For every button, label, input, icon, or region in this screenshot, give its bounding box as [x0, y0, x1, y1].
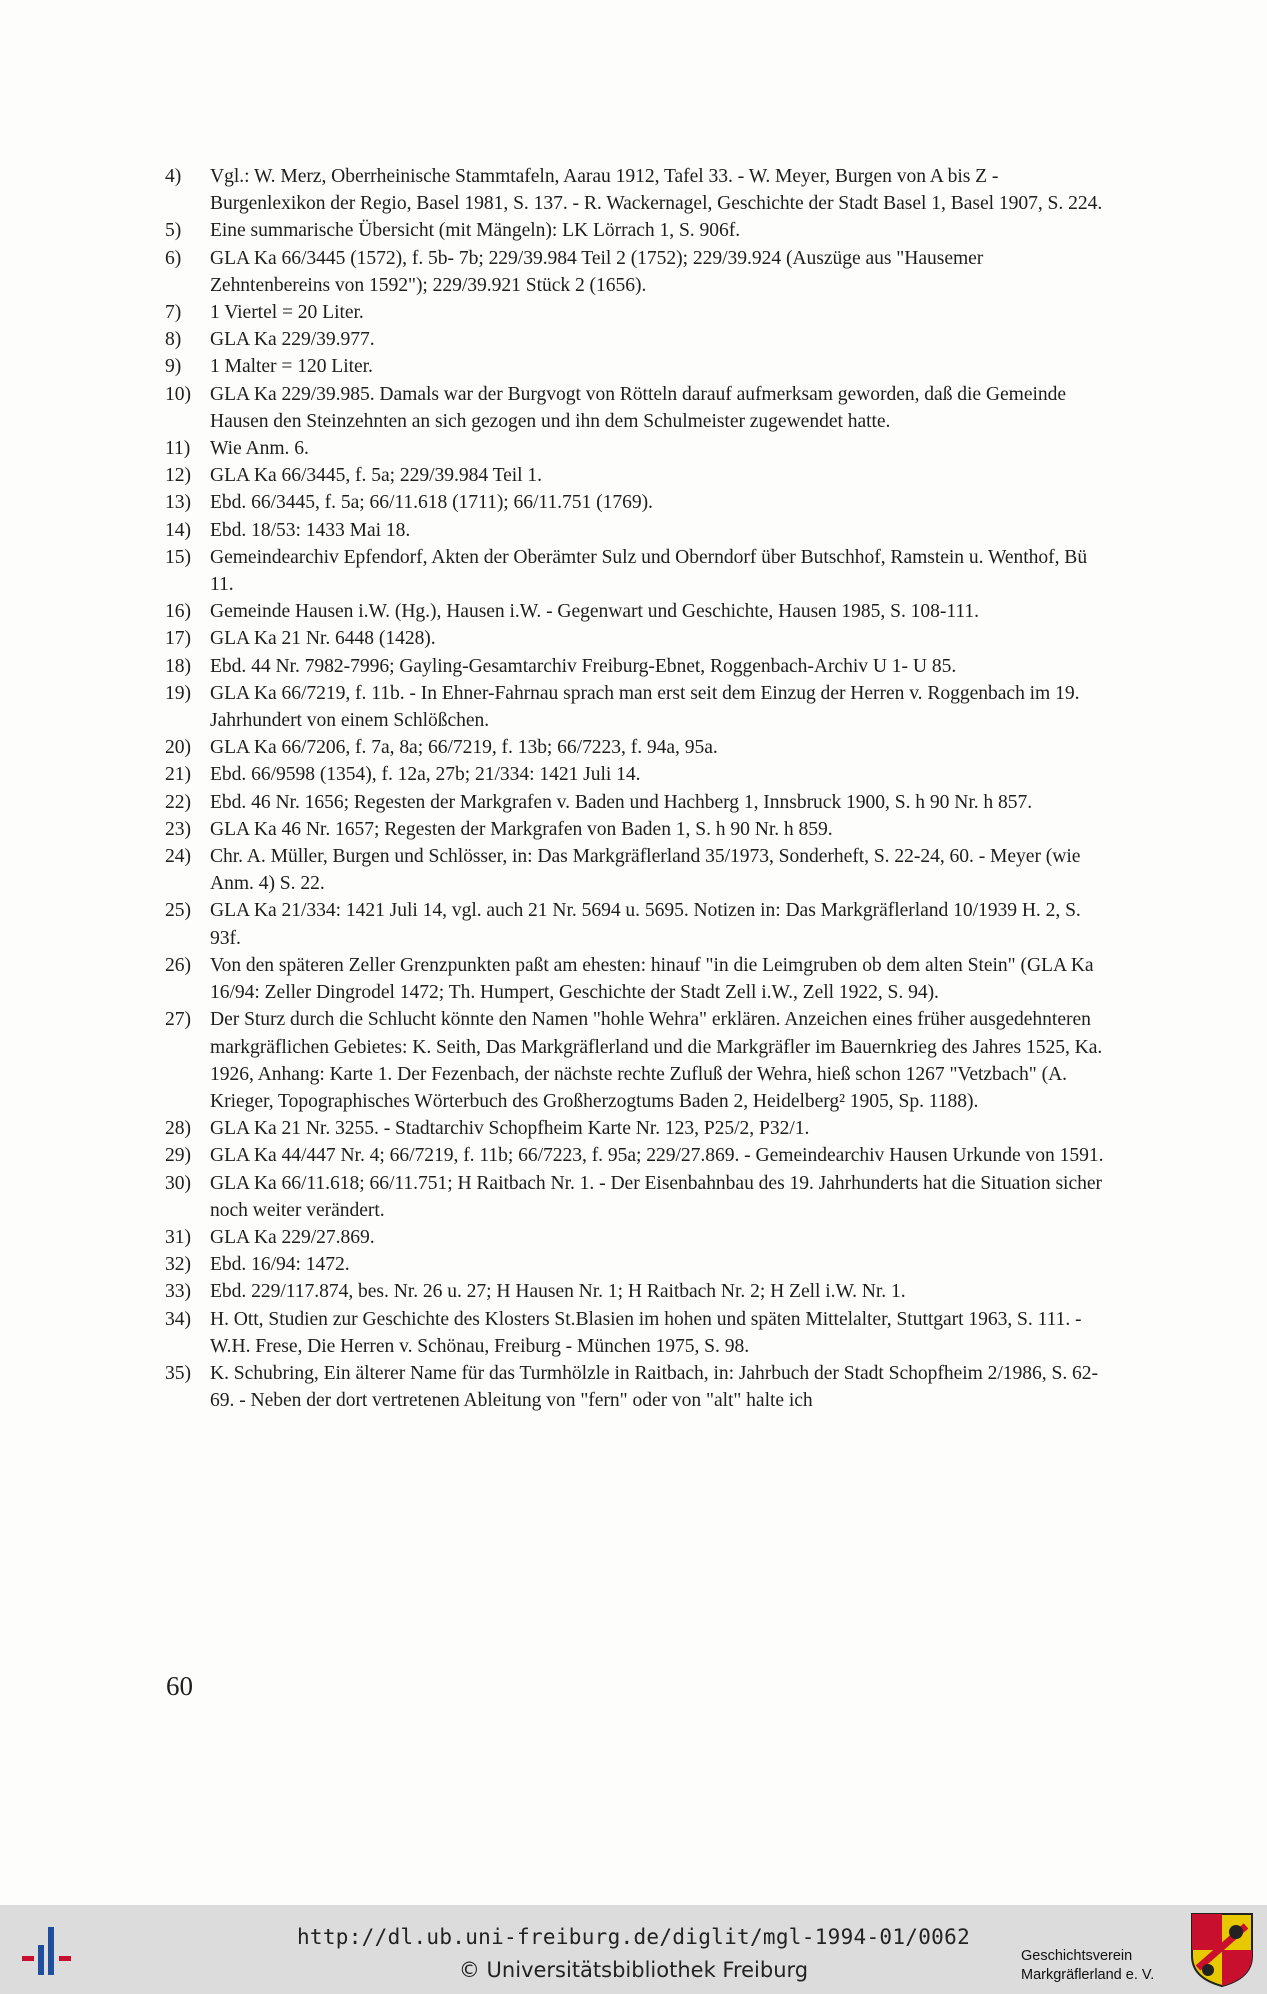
footnote	[165, 381, 1105, 435]
footnote	[165, 625, 1105, 652]
footnote-text: Wie Anm. 6.	[210, 438, 309, 460]
footnote-number: 30)	[165, 1172, 191, 1194]
footnote	[165, 1306, 1105, 1360]
footnote-number: 6)	[165, 247, 182, 269]
footnotes-list	[165, 163, 1105, 1414]
footnote-text: K. Schubring, Ein älterer Name für das Turmhölzle in Raitbach, in: Jahrbuch der Stadt Schopfheim 2/1986, S. 62-69. - Neben der dort vertretenen Ableitung von "fern" oder von "alt" halte ich	[210, 1362, 1098, 1412]
permalink-link[interactable]: http://dl.ub.uni-freiburg.de/diglit/mgl-1994-01/0062	[296, 1925, 971, 1949]
footnote	[165, 462, 1105, 489]
footnote-number: 21)	[165, 764, 191, 786]
footnote-number: 24)	[165, 846, 191, 868]
footnote-number: 27)	[165, 1009, 191, 1031]
footnote	[165, 1278, 1105, 1305]
footnote	[165, 680, 1105, 734]
footnote-text: GLA Ka 21 Nr. 6448 (1428).	[210, 628, 436, 650]
footnote-number: 8)	[165, 329, 182, 351]
footnote-number: 18)	[165, 655, 191, 677]
footnote-number: 9)	[165, 356, 182, 378]
page-number: 60	[166, 1671, 193, 1701]
footnote-text: H. Ott, Studien zur Geschichte des Klosters St.Blasien im hohen und späten Mittelalter, Stuttgart 1963, S. 111. - W.H. Frese, Die Herren v. Schönau, Freiburg - München 1975, S. 98.	[210, 1308, 1082, 1357]
footnote-number: 14)	[165, 519, 191, 541]
footnote-number: 11)	[165, 438, 191, 460]
footnote	[165, 598, 1105, 625]
society-name	[1021, 1947, 1181, 1985]
footnote-text: Chr. A. Müller, Burgen und Schlösser, in: Das Markgräflerland 35/1973, Sonderheft, S. 22-24, 60. - Meyer (wie Anm. 4) S. 22.	[210, 846, 1081, 895]
footnote-number: 5)	[165, 220, 182, 242]
footnote-text: 1 Viertel = 20 Liter.	[210, 302, 364, 324]
footnote-number: 26)	[165, 954, 191, 976]
footnote	[165, 734, 1105, 761]
footnote-text: GLA Ka 21/334: 1421 Juli 14, vgl. auch 21 Nr. 5694 u. 5695. Notizen in: Das Markgräflerland 10/1939 H. 2, S. 93f.	[210, 900, 1081, 949]
footnote	[165, 816, 1105, 843]
footnote-number: 29)	[165, 1145, 191, 1167]
footnote-text: Ebd. 66/3445, f. 5a; 66/11.618 (1711); 66/11.751 (1769).	[210, 492, 653, 514]
footnote	[165, 245, 1105, 299]
footnote-text: GLA Ka 66/3445, f. 5a; 229/39.984 Teil 1.	[210, 465, 543, 487]
footnote	[165, 843, 1105, 897]
footnote-text: Ebd. 66/9598 (1354), f. 12a, 27b; 21/334: 1421 Juli 14.	[210, 764, 641, 786]
footnote-text: Von den späteren Zeller Grenzpunkten paßt am ehesten: hinauf "in die Leimgruben ob dem alten Stein" (GLA Ka 16/94: Zeller Dingrodel 1472; Th. Humpert, Geschichte der Stadt Zell i.W., Zell 1922, S. 94).	[210, 954, 1094, 1004]
footnote-text: GLA Ka 229/39.985. Damals war der Burgvogt von Rötteln darauf aufmerksam geworden, daß die Gemeinde Hausen den Steinzehnten an sich gezogen und ihn dem Schulmeister zugewendet hatte.	[210, 383, 1067, 432]
footnote	[165, 353, 1105, 380]
footnote-text: Eine summarische Übersicht (mit Mängeln): LK Lörrach 1, S. 906f.	[210, 220, 741, 242]
footnote	[165, 489, 1105, 516]
footnote-number: 15)	[165, 546, 191, 568]
footnote	[165, 1360, 1105, 1414]
footnote-number: 23)	[165, 818, 191, 840]
footnote	[165, 897, 1105, 951]
footnote-number: 17)	[165, 628, 191, 650]
footnote	[165, 761, 1105, 788]
footnote	[165, 1224, 1105, 1251]
footnote-number: 31)	[165, 1226, 191, 1248]
footnote-text: Ebd. 46 Nr. 1656; Regesten der Markgrafen v. Baden und Hachberg 1, Innsbruck 1900, S. h 90 Nr. h 857.	[210, 791, 1033, 813]
footnote-number: 28)	[165, 1118, 191, 1140]
footnote-text: 1 Malter = 120 Liter.	[210, 356, 373, 378]
footnote-number: 19)	[165, 682, 191, 704]
footnote-text: GLA Ka 44/447 Nr. 4; 66/7219, f. 11b; 66/7223, f. 95a; 229/27.869. - Gemeindearchiv Hausen Urkunde von 1591.	[210, 1145, 1104, 1167]
footnote-text: GLA Ka 46 Nr. 1657; Regesten der Markgrafen von Baden 1, S. h 90 Nr. h 859.	[210, 818, 833, 840]
footnote	[165, 1115, 1105, 1142]
footnote	[165, 653, 1105, 680]
footnote	[165, 544, 1105, 598]
footnote-number: 33)	[165, 1281, 191, 1303]
footer-copyright: © Universitätsbibliothek Freiburg	[458, 1958, 809, 1982]
footnote-text: Vgl.: W. Merz, Oberrheinische Stammtafeln, Aarau 1912, Tafel 33. - W. Meyer, Burgen von A bis Z - Burgenlexikon der Regio, Basel 1981, S. 137. - R. Wackernagel, Geschichte der Stadt Basel 1, Basel 1907, S. 224.	[210, 166, 1103, 215]
society-crest-icon	[1190, 1912, 1254, 1988]
footnote-number: 32)	[165, 1254, 191, 1276]
footnote-text: Gemeindearchiv Epfendorf, Akten der Oberämter Sulz und Oberndorf über Butschhof, Ramstein u. Wenthof, Bü 11.	[210, 546, 1088, 596]
footnote	[165, 435, 1105, 462]
footer-url[interactable]	[0, 1925, 1267, 1949]
footnote-text: GLA Ka 66/3445 (1572), f. 5b- 7b; 229/39.984 Teil 2 (1752); 229/39.924 (Auszüge aus "Hausemer Zehntenbereins von 1592"); 229/39.921 Stück 2 (1656).	[210, 247, 984, 296]
footnote-number: 35)	[165, 1362, 191, 1384]
footnote	[165, 1170, 1105, 1224]
footnote-number: 13)	[165, 492, 191, 514]
footnote-text: GLA Ka 229/27.869.	[210, 1226, 375, 1248]
footnote-number: 7)	[165, 302, 182, 324]
footnote-text: GLA Ka 21 Nr. 3255. - Stadtarchiv Schopfheim Karte Nr. 123, P25/2, P32/1.	[210, 1118, 810, 1140]
footnote-text: GLA Ka 66/7219, f. 11b. - In Ehner-Fahrnau sprach man erst seit dem Einzug der Herren v. Roggenbach im 19. Jahrhundert von einem Schlößchen.	[210, 682, 1080, 732]
footnote-text: Gemeinde Hausen i.W. (Hg.), Hausen i.W. - Gegenwart und Geschichte, Hausen 1985, S. 108-111.	[210, 601, 979, 623]
footnote-number: 4)	[165, 166, 182, 187]
footnote	[165, 952, 1105, 1006]
footnote	[165, 789, 1105, 816]
footnote	[165, 1251, 1105, 1278]
footnote-text: Ebd. 16/94: 1472.	[210, 1254, 350, 1276]
footnote	[165, 299, 1105, 326]
footnote-text: GLA Ka 66/11.618; 66/11.751; H Raitbach Nr. 1. - Der Eisenbahnbau des 19. Jahrhunderts hat die Situation sicher noch weiter verändert.	[210, 1172, 1102, 1221]
footnote	[165, 1142, 1105, 1169]
footnote	[165, 217, 1105, 244]
footnote-number: 10)	[165, 383, 191, 405]
footnote	[165, 517, 1105, 544]
viewer-footer	[0, 1905, 1267, 1994]
footnote-number: 22)	[165, 791, 191, 813]
footnote-text: Der Sturz durch die Schlucht könnte den Namen "hohle Wehra" erklären. Anzeichen eines früher ausgedehnteren markgräflichen Gebietes: K. Seith, Das Markgräflerland und die Markgräfler im Bauernkrieg des Jahres 1525, Ka. 1926, Anhang: Karte 1. Der Fezenbach, der nächste rechte Zufluß der Wehra, hieß schon 1267 "Vetzbach" (A. Krieger, Topographisches Wörterbuch des Großherzogtums Baden 2, Heidelberg² 1905, Sp. 1188).	[210, 1009, 1103, 1112]
footnote-text: GLA Ka 229/39.977.	[210, 329, 375, 351]
footnote-text: Ebd. 18/53: 1433 Mai 18.	[210, 519, 411, 541]
footnote-text: Ebd. 44 Nr. 7982-7996; Gayling-Gesamtarchiv Freiburg-Ebnet, Roggenbach-Archiv U 1- U 85.	[210, 655, 957, 677]
footnote-number: 20)	[165, 737, 191, 759]
footnote-text: Ebd. 229/117.874, bes. Nr. 26 u. 27; H Hausen Nr. 1; H Raitbach Nr. 2; H Zell i.W. Nr. 1.	[210, 1281, 906, 1303]
footnote-text: GLA Ka 66/7206, f. 7a, 8a; 66/7219, f. 13b; 66/7223, f. 94a, 95a.	[210, 737, 718, 759]
footnote-number: 12)	[165, 465, 191, 487]
footnote-number: 25)	[165, 900, 191, 922]
footnote	[165, 326, 1105, 353]
footnote-number: 34)	[165, 1308, 191, 1330]
footnote-number: 16)	[165, 601, 191, 623]
society-name-line1: Geschichtsverein	[1021, 1948, 1133, 1964]
society-name-line2: Markgräflerland e. V.	[1021, 1967, 1155, 1983]
footnote	[165, 163, 1105, 217]
footnote	[165, 1006, 1105, 1115]
